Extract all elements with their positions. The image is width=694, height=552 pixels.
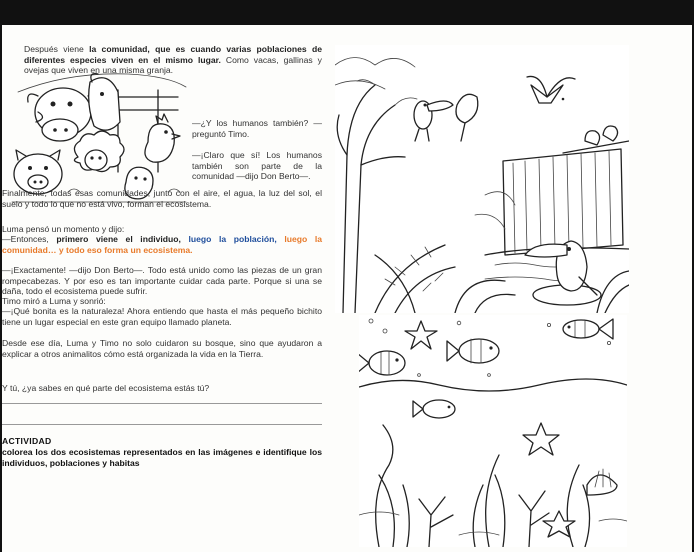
answer-line-1 [2,403,322,404]
sequence-community: luego la comunidad… [2,234,322,255]
intro-paragraph [24,44,322,76]
intro-lead: Después viene [24,44,90,54]
document-page [2,25,692,552]
intro-bold: la comunidad, que es cuando varias poblaciones de diferentes especies viven en el mismo lugar. [24,44,322,65]
activity-title: ACTIVIDAD [2,436,52,446]
activity-body: colorea los dos ecosistemas representados en las imágenes e identifique los individuos, poblaciones y habitas [2,447,322,468]
reader-question: Y tú, ¿ya sabes en qué parte del ecosistema estás tú? [2,383,210,393]
since-paragraph: Desde ese día, Luma y Timo no solo cuidaron su bosque, sino que ayudaron a explicar a otros animalitos cómo está organizada la vida en la Tierra. [2,338,322,359]
berto-answer: —¡Claro que sí! Los humanos también son parte de la comunidad —dijo Don Berto—. [192,150,322,182]
sequence-population: luego la población, [188,234,277,244]
luma-thought: Luma pensó un momento y dijo: [2,224,125,234]
ocean-ecosystem-illustration [359,315,627,547]
answer-line-2 [2,424,322,425]
timo-smile: Timo miró a Luma y sonrió: [2,296,106,306]
jungle-ecosystem-illustration [335,45,629,313]
intro-rest: Como vacas, gallinas y ovejas que viven en una misma granja. [24,54,322,76]
sequence-paragraph [2,234,322,255]
exactly-paragraph: —¡Exactamente! —dijo Don Berto—. Todo está unido como las piezas de un gran rompecabezas. Y por eso es tan importante cuidar cada parte. Porque si una se daña, todo el ecosistema puede sufrir. [2,265,322,297]
sequence-individual: primero viene el individuo, [56,234,181,244]
timo-question: —¿Y los humanos también? —preguntó Timo. [192,118,322,139]
ecosystem-paragraph: Finalmente, todas esas comunidades, junto con el aire, el agua, la luz del sol, el suelo y todo lo que no está vivo, forman el ecosistema. [2,188,322,209]
sequence-ecosystem: y todo eso forma un ecosistema. [58,244,193,255]
sequence-lead: —Entonces, [2,234,57,244]
nature-paragraph: —¡Qué bonita es la naturaleza! Ahora entiendo que hasta el más pequeño bichito tiene un lugar especial en este gran equipo llamado planeta. [2,306,322,327]
